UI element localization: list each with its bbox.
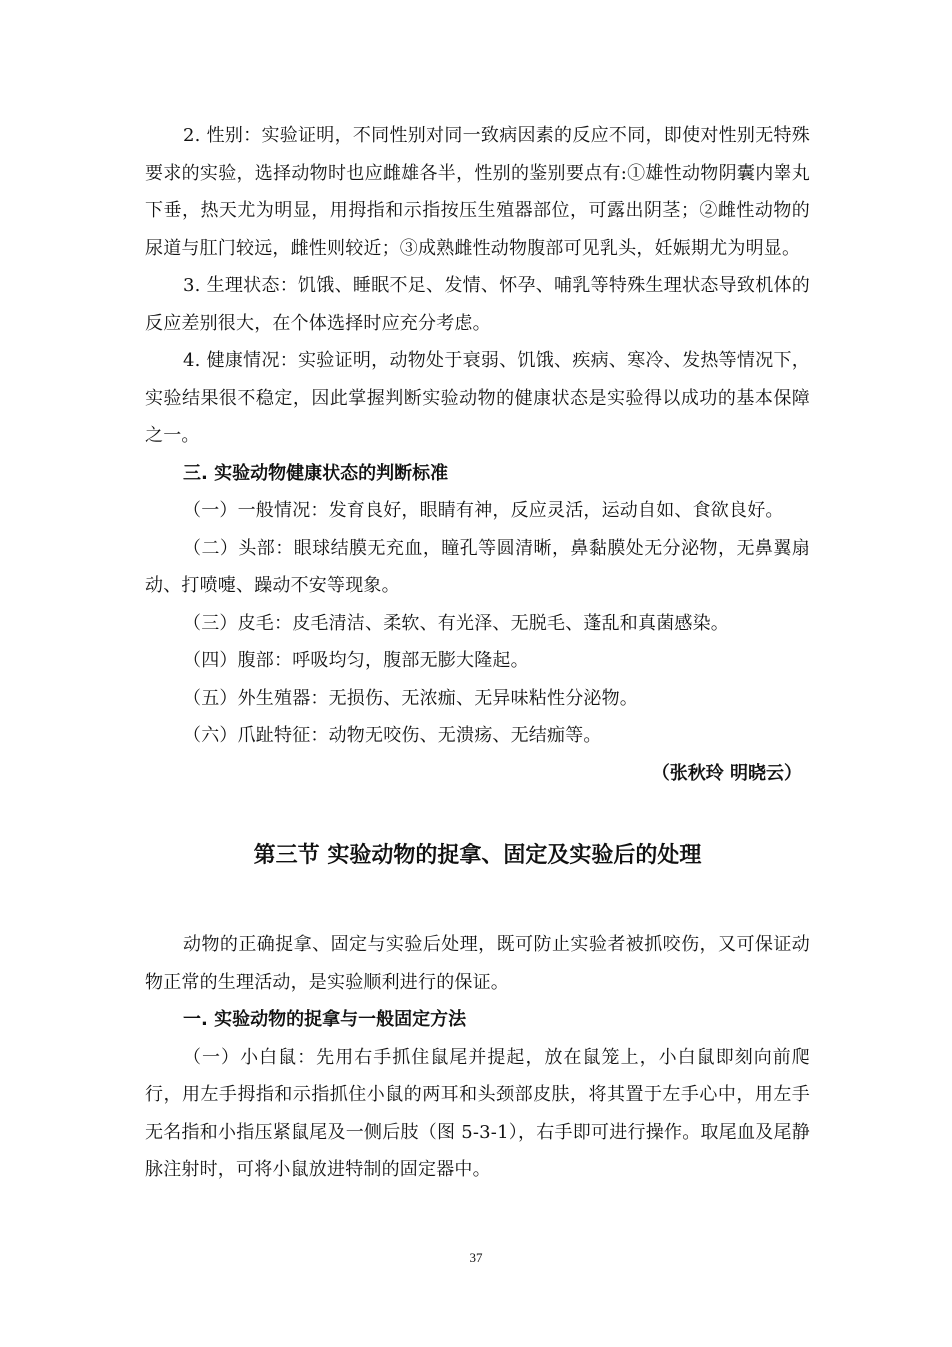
criteria-item-head: （二）头部：眼球结膜无充血，瞳孔等圆清晰，鼻黏膜处无分泌物，无鼻翼扇动、打喷嚏、躁动不安等现象。 (145, 537, 810, 596)
heading-capture-methods: 一. 实验动物的捉拿与一般固定方法 (183, 1009, 467, 1030)
paragraph-health: 4. 健康情况：实验证明，动物处于衰弱、饥饿、疾病、寒冷、发热等情况下，实验结果很不稳定，因此掌握判断实验动物的健康状态是实验得以成功的基本保障之一。 (145, 350, 810, 446)
criteria-item-genitals: （五）外生殖器：无损伤、无浓痂、无异味粘性分泌物。 (183, 687, 638, 709)
paragraph-sex: 2. 性别：实验证明，不同性别对同一致病因素的反应不同，即使对性别无特殊要求的实验，选择动物时也应雌雄各半，性别的鉴别要点有:①雄性动物阴囊内睾丸下垂，热天尤为明显，用拇指和示指按压生殖器部位，可露出阴茎；②雌性动物的尿道与肛门较远，雌性则较近；③成熟雌性动物腹部可见乳头，妊娠期尤为明显。 (145, 125, 810, 259)
criteria-item-general: （一）一般情况：发育良好，眼睛有神，反应灵活，运动自如、食欲良好。 (183, 500, 784, 521)
heading-health-criteria: 三. 实验动物健康状态的判断标准 (183, 462, 449, 484)
criteria-item-fur: （三）皮毛：皮毛清洁、柔软、有光泽、无脱毛、蓬乱和真菌感染。 (183, 612, 729, 634)
page-content (145, 117, 810, 1189)
paragraph-mouse: （一）小白鼠：先用右手抓住鼠尾并提起，放在鼠笼上，小白鼠即刻向前爬行，用左手拇指和示指抓住小鼠的两耳和头颈部皮肤，将其置于左手心中，用左手无名指和小指压紧鼠尾及一侧后肢（图 5-3-1），右手即可进行操作。取尾血及尾静脉注射时，可将小鼠放进特制的固定器中。 (145, 1046, 810, 1180)
paragraph-physiological-state: 3. 生理状态：饥饿、睡眠不足、发情、怀孕、哺乳等特殊生理状态导致机体的反应差别很大，在个体选择时应充分考虑。 (145, 275, 810, 334)
section-title: 第三节 实验动物的捉拿、固定及实验后的处理 (253, 843, 702, 868)
paragraph-intro: 动物的正确捉拿、固定与实验后处理，既可防止实验者被抓咬伤，又可保证动物正常的生理活动，是实验顺利进行的保证。 (145, 934, 810, 993)
criteria-item-abdomen: （四）腹部：呼吸均匀，腹部无膨大隆起。 (183, 650, 529, 671)
page-number: 37 (469, 1250, 483, 1265)
author-credit: （张秋玲 明晓云） (651, 762, 802, 784)
criteria-item-claws: （六）爪趾特征：动物无咬伤、无溃疡、无结痂等。 (183, 725, 602, 746)
